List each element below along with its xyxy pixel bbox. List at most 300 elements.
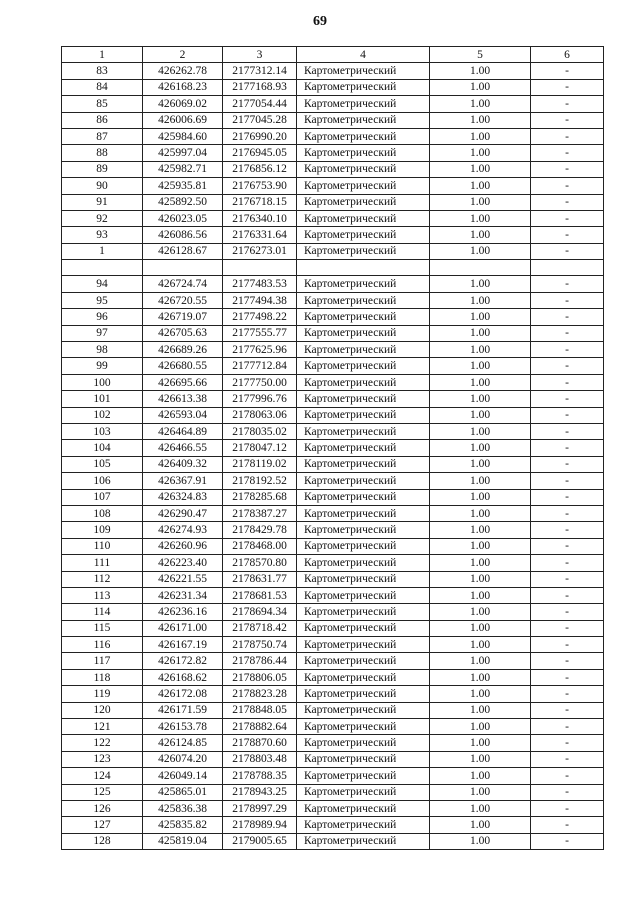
table-row bbox=[62, 489, 604, 505]
x-coordinate-cell: 426086.56 bbox=[143, 227, 223, 243]
point-number-cell: 108 bbox=[62, 505, 143, 521]
x-coordinate-cell bbox=[143, 260, 223, 276]
point-number-cell: 119 bbox=[62, 686, 143, 702]
method-cell: Картометрический bbox=[297, 686, 430, 702]
y-coordinate-cell: 2178631.77 bbox=[223, 571, 297, 587]
method-cell: Картометрический bbox=[297, 505, 430, 521]
method-cell: Картометрический bbox=[297, 538, 430, 554]
table-row bbox=[62, 63, 604, 79]
point-number-cell: 121 bbox=[62, 719, 143, 735]
method-cell: Картометрический bbox=[297, 374, 430, 390]
point-number-cell: 97 bbox=[62, 325, 143, 341]
y-coordinate-cell: 2177168.93 bbox=[223, 79, 297, 95]
point-number-cell: 96 bbox=[62, 309, 143, 325]
table-row bbox=[62, 456, 604, 472]
x-coordinate-cell: 426231.34 bbox=[143, 587, 223, 603]
coordinates-table bbox=[61, 46, 604, 850]
table-row bbox=[62, 637, 604, 653]
method-cell: Картометрический bbox=[297, 800, 430, 816]
x-coordinate-cell: 425982.71 bbox=[143, 161, 223, 177]
point-number-cell: 101 bbox=[62, 391, 143, 407]
x-coordinate-cell: 426171.59 bbox=[143, 702, 223, 718]
table-row bbox=[62, 128, 604, 144]
accuracy-cell: 1.00 bbox=[430, 784, 531, 800]
point-number-cell: 98 bbox=[62, 342, 143, 358]
point-number-cell: 126 bbox=[62, 800, 143, 816]
method-cell: Картометрический bbox=[297, 571, 430, 587]
y-coordinate-cell: 2178943.25 bbox=[223, 784, 297, 800]
note-cell: - bbox=[531, 210, 604, 226]
accuracy-cell: 1.00 bbox=[430, 587, 531, 603]
table-row bbox=[62, 719, 604, 735]
method-cell: Картометрический bbox=[297, 669, 430, 685]
x-coordinate-cell: 426260.96 bbox=[143, 538, 223, 554]
y-coordinate-cell: 2178718.42 bbox=[223, 620, 297, 636]
accuracy-cell: 1.00 bbox=[430, 604, 531, 620]
x-coordinate-cell: 426236.16 bbox=[143, 604, 223, 620]
point-number-cell: 111 bbox=[62, 555, 143, 571]
x-coordinate-cell: 426023.05 bbox=[143, 210, 223, 226]
accuracy-cell: 1.00 bbox=[430, 440, 531, 456]
note-cell: - bbox=[531, 604, 604, 620]
point-number-cell: 89 bbox=[62, 161, 143, 177]
accuracy-cell: 1.00 bbox=[430, 522, 531, 538]
table-row bbox=[62, 784, 604, 800]
page-number: 69 bbox=[313, 14, 327, 29]
x-coordinate-cell: 426128.67 bbox=[143, 243, 223, 259]
note-cell: - bbox=[531, 194, 604, 210]
y-coordinate-cell: 2178806.05 bbox=[223, 669, 297, 685]
y-coordinate-cell: 2178570.80 bbox=[223, 555, 297, 571]
table-row bbox=[62, 538, 604, 554]
note-cell: - bbox=[531, 128, 604, 144]
table-row bbox=[62, 292, 604, 308]
point-number-cell: 115 bbox=[62, 620, 143, 636]
note-cell: - bbox=[531, 555, 604, 571]
method-cell: Картометрический bbox=[297, 243, 430, 259]
method-cell: Картометрический bbox=[297, 325, 430, 341]
accuracy-cell: 1.00 bbox=[430, 555, 531, 571]
x-coordinate-cell: 426719.07 bbox=[143, 309, 223, 325]
header-cell-col5: 5 bbox=[430, 47, 531, 63]
y-coordinate-cell: 2178192.52 bbox=[223, 473, 297, 489]
header-cell-col6: 6 bbox=[531, 47, 604, 63]
x-coordinate-cell: 426689.26 bbox=[143, 342, 223, 358]
x-coordinate-cell: 426171.00 bbox=[143, 620, 223, 636]
x-coordinate-cell: 426074.20 bbox=[143, 751, 223, 767]
x-coordinate-cell: 426680.55 bbox=[143, 358, 223, 374]
x-coordinate-cell: 426613.38 bbox=[143, 391, 223, 407]
x-coordinate-cell: 425997.04 bbox=[143, 145, 223, 161]
y-coordinate-cell: 2177712.84 bbox=[223, 358, 297, 374]
x-coordinate-cell: 426705.63 bbox=[143, 325, 223, 341]
method-cell: Картометрический bbox=[297, 210, 430, 226]
y-coordinate-cell: 2178429.78 bbox=[223, 522, 297, 538]
table-row bbox=[62, 473, 604, 489]
method-cell: Картометрический bbox=[297, 522, 430, 538]
table-row bbox=[62, 505, 604, 521]
method-cell: Картометрический bbox=[297, 276, 430, 292]
table-row bbox=[62, 112, 604, 128]
y-coordinate-cell: 2178997.29 bbox=[223, 800, 297, 816]
point-number-cell: 94 bbox=[62, 276, 143, 292]
method-cell: Картометрический bbox=[297, 128, 430, 144]
table-row bbox=[62, 702, 604, 718]
method-cell: Картометрический bbox=[297, 751, 430, 767]
point-number-cell: 118 bbox=[62, 669, 143, 685]
table-row bbox=[62, 309, 604, 325]
table-row bbox=[62, 620, 604, 636]
x-coordinate-cell: 426720.55 bbox=[143, 292, 223, 308]
x-coordinate-cell: 426464.89 bbox=[143, 423, 223, 439]
table-row bbox=[62, 833, 604, 849]
method-cell: Картометрический bbox=[297, 735, 430, 751]
point-number-cell: 106 bbox=[62, 473, 143, 489]
x-coordinate-cell: 426153.78 bbox=[143, 719, 223, 735]
method-cell: Картометрический bbox=[297, 604, 430, 620]
y-coordinate-cell: 2177045.28 bbox=[223, 112, 297, 128]
note-cell: - bbox=[531, 309, 604, 325]
accuracy-cell: 1.00 bbox=[430, 128, 531, 144]
accuracy-cell: 1.00 bbox=[430, 342, 531, 358]
point-number-cell: 102 bbox=[62, 407, 143, 423]
note-cell: - bbox=[531, 587, 604, 603]
accuracy-cell: 1.00 bbox=[430, 374, 531, 390]
table-row bbox=[62, 260, 604, 276]
note-cell: - bbox=[531, 538, 604, 554]
x-coordinate-cell: 425935.81 bbox=[143, 178, 223, 194]
y-coordinate-cell: 2178035.02 bbox=[223, 423, 297, 439]
accuracy-cell: 1.00 bbox=[430, 538, 531, 554]
point-number-cell: 104 bbox=[62, 440, 143, 456]
accuracy-cell: 1.00 bbox=[430, 145, 531, 161]
y-coordinate-cell: 2176331.64 bbox=[223, 227, 297, 243]
y-coordinate-cell: 2178788.35 bbox=[223, 768, 297, 784]
method-cell: Картометрический bbox=[297, 489, 430, 505]
header-cell-col4: 4 bbox=[297, 47, 430, 63]
y-coordinate-cell: 2178694.34 bbox=[223, 604, 297, 620]
point-number-cell: 93 bbox=[62, 227, 143, 243]
point-number-cell: 90 bbox=[62, 178, 143, 194]
table-row bbox=[62, 768, 604, 784]
y-coordinate-cell: 2178750.74 bbox=[223, 637, 297, 653]
method-cell: Картометрический bbox=[297, 440, 430, 456]
note-cell: - bbox=[531, 686, 604, 702]
method-cell: Картометрический bbox=[297, 178, 430, 194]
table-row bbox=[62, 817, 604, 833]
x-coordinate-cell: 426262.78 bbox=[143, 63, 223, 79]
accuracy-cell: 1.00 bbox=[430, 292, 531, 308]
method-cell: Картометрический bbox=[297, 194, 430, 210]
method-cell: Картометрический bbox=[297, 391, 430, 407]
x-coordinate-cell: 426409.32 bbox=[143, 456, 223, 472]
note-cell: - bbox=[531, 112, 604, 128]
method-cell: Картометрический bbox=[297, 653, 430, 669]
x-coordinate-cell: 425836.38 bbox=[143, 800, 223, 816]
accuracy-cell: 1.00 bbox=[430, 325, 531, 341]
y-coordinate-cell: 2177498.22 bbox=[223, 309, 297, 325]
y-coordinate-cell: 2176945.05 bbox=[223, 145, 297, 161]
header-row bbox=[62, 47, 604, 63]
accuracy-cell: 1.00 bbox=[430, 751, 531, 767]
table-row bbox=[62, 669, 604, 685]
note-cell: - bbox=[531, 456, 604, 472]
x-coordinate-cell: 426695.66 bbox=[143, 374, 223, 390]
table-row bbox=[62, 587, 604, 603]
accuracy-cell: 1.00 bbox=[430, 817, 531, 833]
table-row bbox=[62, 522, 604, 538]
y-coordinate-cell: 2178882.64 bbox=[223, 719, 297, 735]
accuracy-cell: 1.00 bbox=[430, 210, 531, 226]
method-cell: Картометрический bbox=[297, 702, 430, 718]
x-coordinate-cell: 426006.69 bbox=[143, 112, 223, 128]
table-row bbox=[62, 276, 604, 292]
x-coordinate-cell: 426172.82 bbox=[143, 653, 223, 669]
note-cell: - bbox=[531, 768, 604, 784]
y-coordinate-cell: 2178468.00 bbox=[223, 538, 297, 554]
table-row bbox=[62, 571, 604, 587]
table-row bbox=[62, 342, 604, 358]
accuracy-cell: 1.00 bbox=[430, 63, 531, 79]
point-number-cell: 117 bbox=[62, 653, 143, 669]
x-coordinate-cell: 426172.08 bbox=[143, 686, 223, 702]
note-cell: - bbox=[531, 79, 604, 95]
accuracy-cell: 1.00 bbox=[430, 833, 531, 849]
point-number-cell: 85 bbox=[62, 96, 143, 112]
table-row bbox=[62, 210, 604, 226]
note-cell: - bbox=[531, 735, 604, 751]
method-cell: Картометрический bbox=[297, 587, 430, 603]
x-coordinate-cell: 426290.47 bbox=[143, 505, 223, 521]
x-coordinate-cell: 425865.01 bbox=[143, 784, 223, 800]
note-cell: - bbox=[531, 423, 604, 439]
y-coordinate-cell: 2178681.53 bbox=[223, 587, 297, 603]
x-coordinate-cell: 426168.23 bbox=[143, 79, 223, 95]
table-row bbox=[62, 79, 604, 95]
note-cell: - bbox=[531, 653, 604, 669]
accuracy-cell: 1.00 bbox=[430, 161, 531, 177]
point-number-cell: 83 bbox=[62, 63, 143, 79]
point-number-cell bbox=[62, 260, 143, 276]
point-number-cell: 123 bbox=[62, 751, 143, 767]
accuracy-cell: 1.00 bbox=[430, 243, 531, 259]
accuracy-cell: 1.00 bbox=[430, 96, 531, 112]
y-coordinate-cell: 2177054.44 bbox=[223, 96, 297, 112]
y-coordinate-cell: 2178047.12 bbox=[223, 440, 297, 456]
table-row bbox=[62, 96, 604, 112]
x-coordinate-cell: 426724.74 bbox=[143, 276, 223, 292]
table-row bbox=[62, 653, 604, 669]
table-row bbox=[62, 374, 604, 390]
table-row bbox=[62, 243, 604, 259]
y-coordinate-cell: 2178063.06 bbox=[223, 407, 297, 423]
accuracy-cell: 1.00 bbox=[430, 227, 531, 243]
point-number-cell: 107 bbox=[62, 489, 143, 505]
method-cell: Картометрический bbox=[297, 63, 430, 79]
x-coordinate-cell: 426049.14 bbox=[143, 768, 223, 784]
point-number-cell: 109 bbox=[62, 522, 143, 538]
y-coordinate-cell: 2176990.20 bbox=[223, 128, 297, 144]
method-cell: Картометрический bbox=[297, 358, 430, 374]
table-row bbox=[62, 440, 604, 456]
table-row bbox=[62, 227, 604, 243]
header-cell-col2: 2 bbox=[143, 47, 223, 63]
note-cell: - bbox=[531, 358, 604, 374]
x-coordinate-cell: 426069.02 bbox=[143, 96, 223, 112]
note-cell: - bbox=[531, 669, 604, 685]
y-coordinate-cell: 2179005.65 bbox=[223, 833, 297, 849]
note-cell: - bbox=[531, 637, 604, 653]
method-cell: Картометрический bbox=[297, 96, 430, 112]
note-cell: - bbox=[531, 342, 604, 358]
y-coordinate-cell: 2176718.15 bbox=[223, 194, 297, 210]
note-cell: - bbox=[531, 161, 604, 177]
note-cell: - bbox=[531, 325, 604, 341]
x-coordinate-cell: 426167.19 bbox=[143, 637, 223, 653]
method-cell bbox=[297, 260, 430, 276]
y-coordinate-cell: 2176340.10 bbox=[223, 210, 297, 226]
method-cell: Картометрический bbox=[297, 423, 430, 439]
method-cell: Картометрический bbox=[297, 145, 430, 161]
note-cell: - bbox=[531, 817, 604, 833]
accuracy-cell: 1.00 bbox=[430, 407, 531, 423]
method-cell: Картометрический bbox=[297, 719, 430, 735]
point-number-cell: 127 bbox=[62, 817, 143, 833]
note-cell: - bbox=[531, 702, 604, 718]
method-cell: Картометрический bbox=[297, 79, 430, 95]
x-coordinate-cell: 425835.82 bbox=[143, 817, 223, 833]
y-coordinate-cell: 2178848.05 bbox=[223, 702, 297, 718]
y-coordinate-cell: 2178119.02 bbox=[223, 456, 297, 472]
note-cell: - bbox=[531, 407, 604, 423]
point-number-cell: 95 bbox=[62, 292, 143, 308]
note-cell: - bbox=[531, 391, 604, 407]
x-coordinate-cell: 426223.40 bbox=[143, 555, 223, 571]
table-row bbox=[62, 358, 604, 374]
method-cell: Картометрический bbox=[297, 637, 430, 653]
x-coordinate-cell: 426168.62 bbox=[143, 669, 223, 685]
y-coordinate-cell: 2178989.94 bbox=[223, 817, 297, 833]
method-cell: Картометрический bbox=[297, 817, 430, 833]
y-coordinate-cell: 2176753.90 bbox=[223, 178, 297, 194]
x-coordinate-cell: 426367.91 bbox=[143, 473, 223, 489]
table-row bbox=[62, 751, 604, 767]
table-row bbox=[62, 686, 604, 702]
method-cell: Картометрический bbox=[297, 555, 430, 571]
y-coordinate-cell: 2177625.96 bbox=[223, 342, 297, 358]
accuracy-cell: 1.00 bbox=[430, 391, 531, 407]
table-row bbox=[62, 407, 604, 423]
note-cell: - bbox=[531, 833, 604, 849]
point-number-cell: 128 bbox=[62, 833, 143, 849]
point-number-cell: 116 bbox=[62, 637, 143, 653]
note-cell bbox=[531, 260, 604, 276]
note-cell: - bbox=[531, 571, 604, 587]
accuracy-cell bbox=[430, 260, 531, 276]
point-number-cell: 103 bbox=[62, 423, 143, 439]
accuracy-cell: 1.00 bbox=[430, 423, 531, 439]
x-coordinate-cell: 426466.55 bbox=[143, 440, 223, 456]
accuracy-cell: 1.00 bbox=[430, 735, 531, 751]
table-row bbox=[62, 735, 604, 751]
y-coordinate-cell: 2177494.38 bbox=[223, 292, 297, 308]
y-coordinate-cell: 2177312.14 bbox=[223, 63, 297, 79]
point-number-cell: 114 bbox=[62, 604, 143, 620]
table-row bbox=[62, 423, 604, 439]
accuracy-cell: 1.00 bbox=[430, 79, 531, 95]
table-row bbox=[62, 145, 604, 161]
accuracy-cell: 1.00 bbox=[430, 669, 531, 685]
table-row bbox=[62, 194, 604, 210]
y-coordinate-cell: 2177555.77 bbox=[223, 325, 297, 341]
note-cell: - bbox=[531, 276, 604, 292]
note-cell: - bbox=[531, 489, 604, 505]
method-cell: Картометрический bbox=[297, 620, 430, 636]
accuracy-cell: 1.00 bbox=[430, 768, 531, 784]
accuracy-cell: 1.00 bbox=[430, 473, 531, 489]
table-body bbox=[62, 63, 604, 850]
point-number-cell: 92 bbox=[62, 210, 143, 226]
accuracy-cell: 1.00 bbox=[430, 309, 531, 325]
x-coordinate-cell: 425892.50 bbox=[143, 194, 223, 210]
accuracy-cell: 1.00 bbox=[430, 505, 531, 521]
accuracy-cell: 1.00 bbox=[430, 112, 531, 128]
point-number-cell: 91 bbox=[62, 194, 143, 210]
point-number-cell: 99 bbox=[62, 358, 143, 374]
accuracy-cell: 1.00 bbox=[430, 276, 531, 292]
accuracy-cell: 1.00 bbox=[430, 620, 531, 636]
note-cell: - bbox=[531, 751, 604, 767]
x-coordinate-cell: 426221.55 bbox=[143, 571, 223, 587]
method-cell: Картометрический bbox=[297, 473, 430, 489]
point-number-cell: 84 bbox=[62, 79, 143, 95]
x-coordinate-cell: 426324.83 bbox=[143, 489, 223, 505]
y-coordinate-cell: 2176273.01 bbox=[223, 243, 297, 259]
note-cell: - bbox=[531, 620, 604, 636]
method-cell: Картометрический bbox=[297, 407, 430, 423]
header-cell-col1: 1 bbox=[62, 47, 143, 63]
method-cell: Картометрический bbox=[297, 292, 430, 308]
method-cell: Картометрический bbox=[297, 227, 430, 243]
method-cell: Картометрический bbox=[297, 833, 430, 849]
accuracy-cell: 1.00 bbox=[430, 702, 531, 718]
x-coordinate-cell: 426124.85 bbox=[143, 735, 223, 751]
method-cell: Картометрический bbox=[297, 342, 430, 358]
method-cell: Картометрический bbox=[297, 161, 430, 177]
y-coordinate-cell: 2178786.44 bbox=[223, 653, 297, 669]
method-cell: Картометрический bbox=[297, 309, 430, 325]
point-number-cell: 86 bbox=[62, 112, 143, 128]
x-coordinate-cell: 425984.60 bbox=[143, 128, 223, 144]
x-coordinate-cell: 426593.04 bbox=[143, 407, 223, 423]
point-number-cell: 113 bbox=[62, 587, 143, 603]
note-cell: - bbox=[531, 522, 604, 538]
y-coordinate-cell: 2178803.48 bbox=[223, 751, 297, 767]
method-cell: Картометрический bbox=[297, 768, 430, 784]
point-number-cell: 105 bbox=[62, 456, 143, 472]
point-number-cell: 88 bbox=[62, 145, 143, 161]
note-cell: - bbox=[531, 96, 604, 112]
note-cell: - bbox=[531, 719, 604, 735]
note-cell: - bbox=[531, 374, 604, 390]
point-number-cell: 100 bbox=[62, 374, 143, 390]
accuracy-cell: 1.00 bbox=[430, 358, 531, 374]
method-cell: Картометрический bbox=[297, 784, 430, 800]
y-coordinate-cell: 2178823.28 bbox=[223, 686, 297, 702]
point-number-cell: 112 bbox=[62, 571, 143, 587]
note-cell: - bbox=[531, 145, 604, 161]
accuracy-cell: 1.00 bbox=[430, 194, 531, 210]
